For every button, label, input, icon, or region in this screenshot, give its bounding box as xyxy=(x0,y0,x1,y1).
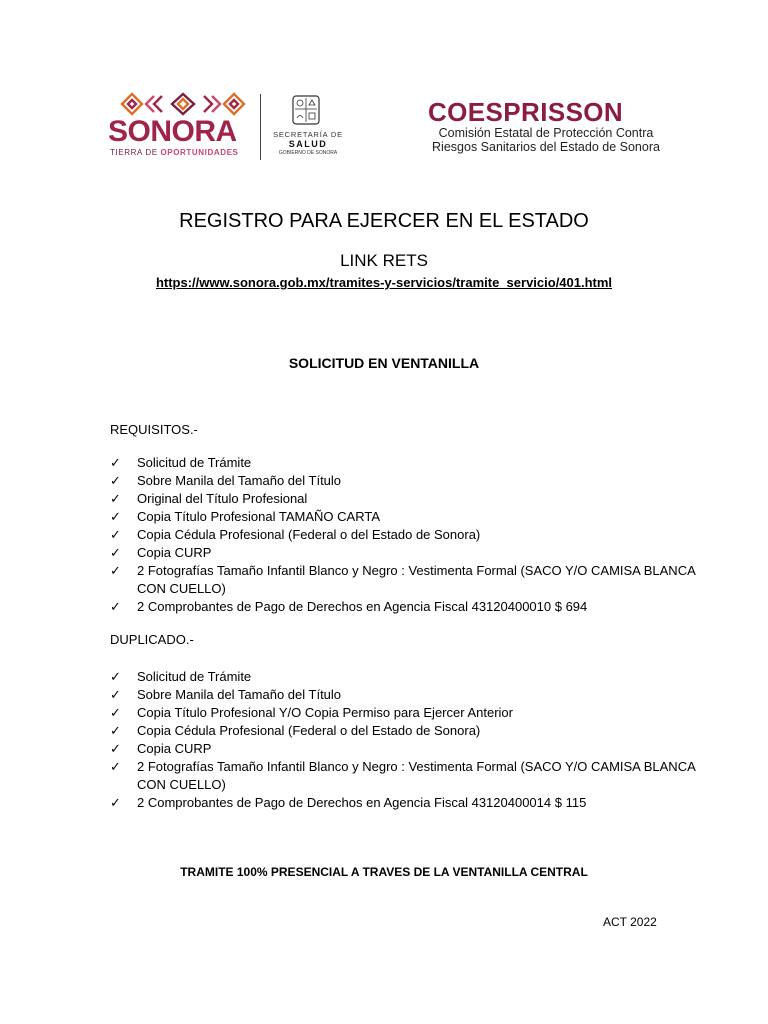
checkmark-icon: ✓ xyxy=(110,473,121,488)
list-item-text: Copia Título Profesional TAMAÑO CARTA xyxy=(137,509,381,524)
list-item xyxy=(110,794,710,812)
checkmark-icon: ✓ xyxy=(110,669,121,684)
coesprisson-subtitle-line2: Riesgos Sanitarios del Estado de Sonora xyxy=(432,140,660,154)
checkmark-icon: ✓ xyxy=(110,599,121,614)
list-item xyxy=(110,758,710,794)
list-item-text: Solicitud de Trámite xyxy=(137,669,252,684)
sonora-logo xyxy=(108,92,258,164)
sonora-pattern-icon xyxy=(120,92,246,116)
list-item-text: Copia CURP xyxy=(137,741,212,756)
duplicado-list xyxy=(110,668,710,812)
list-item xyxy=(110,722,710,740)
list-item-text: Copia CURP xyxy=(137,545,212,560)
list-item-text: Copia Título Profesional Y/O Copia Permiso para Ejercer Anterior xyxy=(137,705,513,720)
coesprisson-logo xyxy=(426,98,666,158)
list-item-text: Solicitud de Trámite xyxy=(137,455,252,470)
rets-link[interactable]: https://www.sonora.gob.mx/tramites-y-servicios/tramite_servicio/401.html xyxy=(155,275,613,290)
list-item-text: Sobre Manila del Tamaño del Título xyxy=(137,687,342,702)
document-subtitle: LINK RETS xyxy=(340,251,428,270)
list-item xyxy=(110,598,710,616)
list-item xyxy=(110,686,710,704)
requisitos-list xyxy=(110,454,710,616)
section-heading: SOLICITUD EN VENTANILLA xyxy=(288,355,480,371)
logo-divider xyxy=(260,94,261,160)
version-label: ACT 2022 xyxy=(603,915,657,929)
list-item-text: Sobre Manila del Tamaño del Título xyxy=(137,473,342,488)
list-item-text: 2 Comprobantes de Pago de Derechos en Agencia Fiscal 43120400010 $ 694 xyxy=(137,599,588,614)
list-item xyxy=(110,472,710,490)
duplicado-label: DUPLICADO.- xyxy=(110,632,194,647)
list-item-text: Copia Cédula Profesional (Federal o del Estado de Sonora) xyxy=(137,723,481,738)
list-item-text: Original del Título Profesional xyxy=(137,491,308,506)
sonora-tagline xyxy=(110,148,260,158)
gobierno-text: GOBIERNO DE SONORA xyxy=(278,150,338,156)
coesprisson-title: COESPRISSON xyxy=(428,97,624,127)
document-title: REGISTRO PARA EJERCER EN EL ESTADO xyxy=(179,210,589,232)
secretaria-salud-logo xyxy=(268,92,348,164)
state-seal-icon xyxy=(290,94,322,126)
list-item xyxy=(110,668,710,686)
salud-text: SALUD xyxy=(288,139,328,149)
checkmark-icon: ✓ xyxy=(110,759,121,774)
list-item xyxy=(110,454,710,472)
footer-note: TRAMITE 100% PRESENCIAL A TRAVES DE LA VENTANILLA CENTRAL xyxy=(180,865,588,879)
letterhead xyxy=(0,0,768,180)
list-item xyxy=(110,740,710,758)
tagline-emphasis: OPORTUNIDADES xyxy=(160,148,239,157)
list-item-text: 2 Fotografías Tamaño Infantil Blanco y Negro : Vestimenta Formal (SACO Y/O CAMISA BLANCA CON CUELLO) xyxy=(137,759,696,792)
sonora-wordmark: SONORA xyxy=(108,115,237,148)
list-item xyxy=(110,508,710,526)
list-item xyxy=(110,490,710,508)
checkmark-icon: ✓ xyxy=(110,545,121,560)
requisitos-label: REQUISITOS.- xyxy=(110,422,198,437)
list-item-text: Copia Cédula Profesional (Federal o del Estado de Sonora) xyxy=(137,527,481,542)
list-item xyxy=(110,544,710,562)
checkmark-icon: ✓ xyxy=(110,491,121,506)
checkmark-icon: ✓ xyxy=(110,741,121,756)
list-item-text: 2 Comprobantes de Pago de Derechos en Agencia Fiscal 43120400014 $ 115 xyxy=(137,795,587,810)
checkmark-icon: ✓ xyxy=(110,795,121,810)
coesprisson-subtitle-line1: Comisión Estatal de Protección Contra xyxy=(438,126,654,140)
list-item xyxy=(110,526,710,544)
checkmark-icon: ✓ xyxy=(110,455,121,470)
checkmark-icon: ✓ xyxy=(110,509,121,524)
list-item xyxy=(110,704,710,722)
tagline-prefix: TIERRA DE xyxy=(110,148,158,157)
checkmark-icon: ✓ xyxy=(110,723,121,738)
checkmark-icon: ✓ xyxy=(110,563,121,578)
secretaria-text: SECRETARÍA DE xyxy=(273,130,343,139)
checkmark-icon: ✓ xyxy=(110,527,121,542)
checkmark-icon: ✓ xyxy=(110,705,121,720)
list-item-text: 2 Fotografías Tamaño Infantil Blanco y Negro : Vestimenta Formal (SACO Y/O CAMISA BLANCA CON CUELLO) xyxy=(137,563,696,596)
checkmark-icon: ✓ xyxy=(110,687,121,702)
list-item xyxy=(110,562,710,598)
